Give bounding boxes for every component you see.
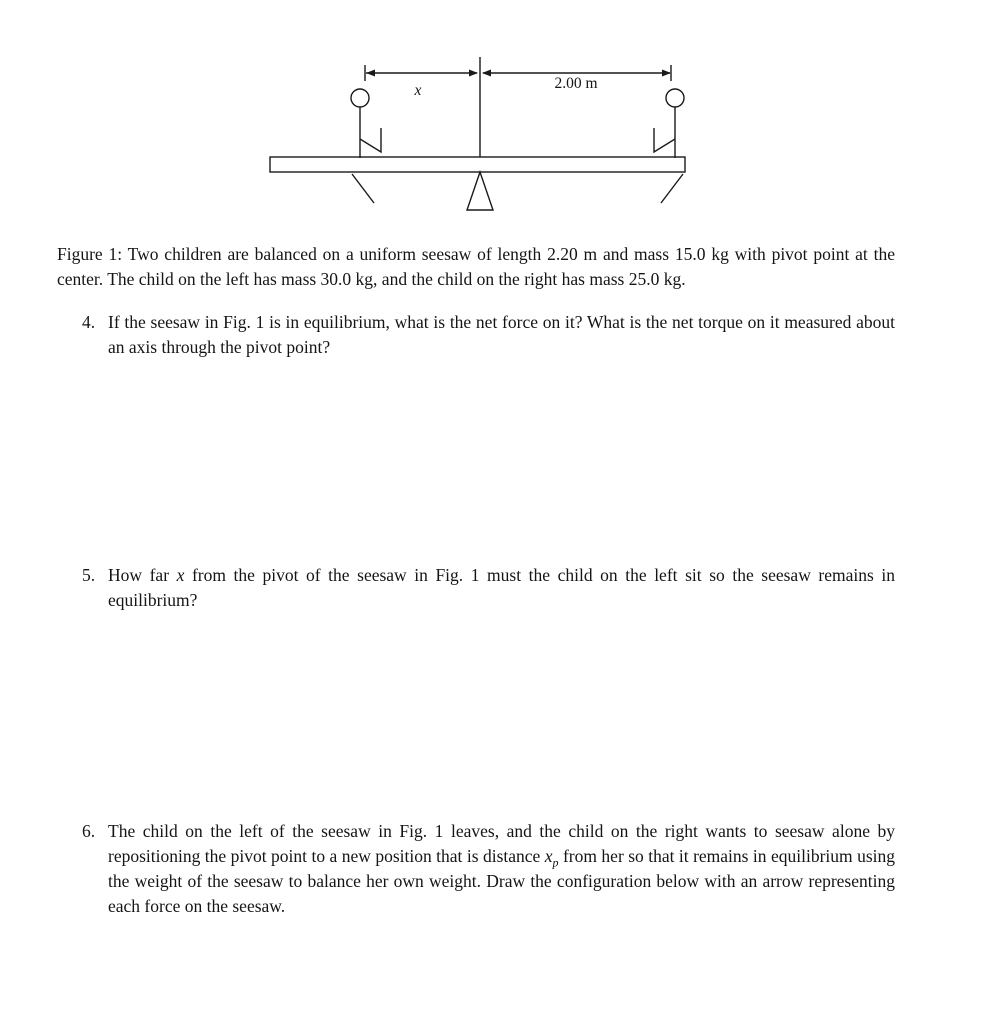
dimension-line-left (365, 65, 478, 81)
math-subscript-p: p (552, 855, 559, 870)
dim-label-2m: 2.00 m (554, 75, 598, 92)
seesaw-plank (270, 157, 685, 172)
math-variable-xp: x (544, 846, 553, 866)
problem-5-text-before: How far (108, 565, 177, 585)
problem-6-text (108, 819, 895, 919)
problem-6 (82, 819, 895, 919)
right-child-figure (654, 89, 684, 203)
pivot-triangle (467, 172, 493, 210)
math-variable-x: x (176, 565, 185, 585)
problem-6-text-before: The child on the left of the seesaw in Fig. 1 leaves, and the child on the right wants to seesaw alone by repositioning the pivot point to a new position that is distance (108, 821, 895, 866)
problem-5 (82, 563, 895, 613)
problem-4 (82, 310, 895, 360)
left-child-figure (351, 89, 381, 203)
problem-5-text (108, 563, 895, 613)
problem-6-text-after: from her so that it remains in equilibrium using the weight of the seesaw to balance her own weight. Draw the configuration below with an arrow representing each force on the seesaw. (108, 846, 895, 916)
problem-6-number: 6. (82, 821, 96, 841)
problem-5-text-after: from the pivot of the seesaw in Fig. 1 must the child on the left sit so the seesaw remains in equilibrium? (108, 565, 895, 610)
problem-4-number: 4. (82, 312, 96, 332)
seesaw-figure (0, 0, 985, 225)
dim-label-x: x (414, 82, 422, 99)
problem-5-number: 5. (82, 565, 96, 585)
figure-caption: Figure 1: Two children are balanced on a uniform seesaw of length 2.20 m and mass 15.0 kg with pivot point at the center. The child on the left has mass 30.0 kg, and the child on the right has mass 25.0 kg. (57, 244, 895, 289)
problem-4-text: If the seesaw in Fig. 1 is in equilibrium, what is the net force on it? What is the net torque on it measured about an axis through the pivot point? (108, 312, 895, 357)
